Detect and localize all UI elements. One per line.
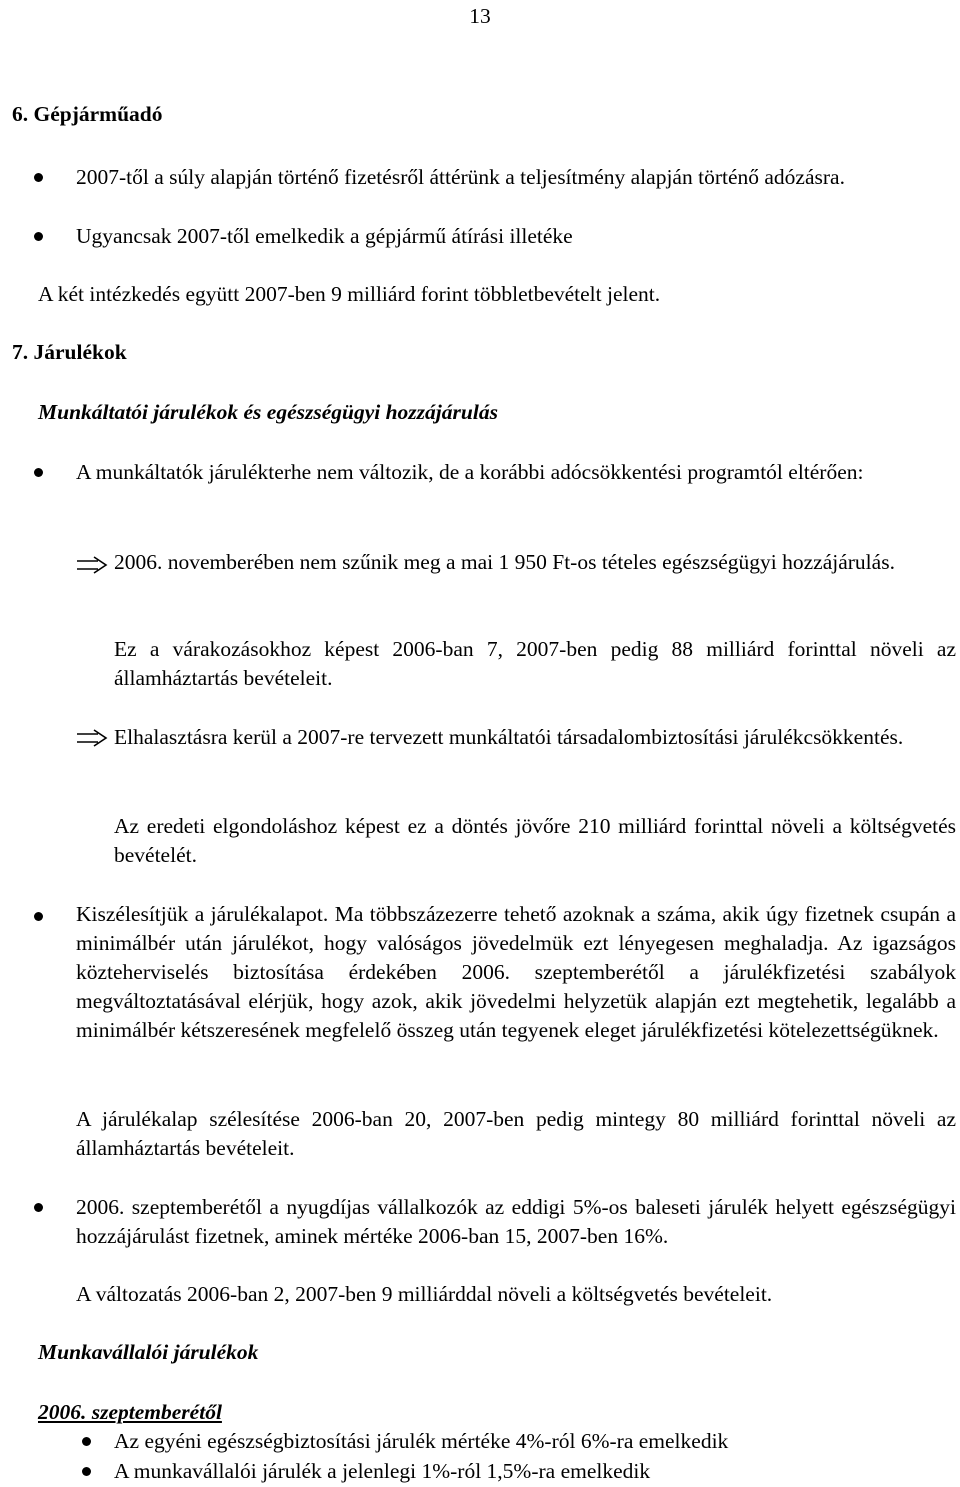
section-7-arrow-1: 2006. novemberében nem szűnik meg a mai 1 950 Ft-os tételes egészségügyi hozzájárulás. [114, 550, 895, 574]
bullet-dot [34, 468, 43, 477]
section-6-bullet-2: Ugyancsak 2007-től emelkedik a gépjármű átírási illetéke [76, 224, 573, 248]
page-number: 13 [469, 4, 491, 28]
bullet-dot [34, 1203, 43, 1212]
section-7-bullet-1: A munkáltatók járulékterhe nem változik, de a korábbi adócsökkentési programtól eltérően: [76, 460, 864, 484]
bullet-dot [34, 232, 43, 241]
section-7-bullet-2: Kiszélesítjük a járulékalapot. Ma többszázezerre tehető azoknak a száma, akik úgy fizetnek csupán a minimálbér után járulékot, hogy valóságos jövedelmük ezt lényegesen meghaladja. Az igazságos közteherviselés biztosítása érdekében 2006. szeptemberétől a járulékfizetési szabályok megváltoztatásával elérjük, hogy azok, akik jövedelmi helyzetük alapján ezt megtehetik, legalább a minimálbér kétszeresének megfelelő összeg után tegyenek eleget járulékfizetési kötelezettségüknek. [76, 902, 956, 1042]
employee-contributions-heading: Munkavállalói járulékok [38, 1340, 259, 1364]
bullet-dot [34, 173, 43, 182]
implies-arrow-icon [76, 729, 108, 747]
employee-bullet-1: Az egyéni egészségbiztosítási járulék mértéke 4%-ról 6%-ra emelkedik [114, 1429, 729, 1453]
implies-arrow-icon [76, 556, 108, 574]
section-7-bullet-2-note: A járulékalap szélesítése 2006-ban 20, 2007-ben pedig mintegy 80 milliárd forinttal növeli az államháztartás bevételeit. [76, 1107, 956, 1160]
section-6-summary: A két intézkedés együtt 2007-ben 9 milliárd forint többletbevételt jelent. [38, 282, 661, 306]
section-6-heading: 6. Gépjárműadó [12, 102, 163, 126]
section-7-arrow-2-note: Az eredeti elgondoláshoz képest ez a döntés jövőre 210 milliárd forinttal növeli a költségvetés bevételét. [114, 814, 956, 867]
section-6-bullet-1: 2007-től a súly alapján történő fizetésről áttérünk a teljesítmény alapján történő adózásra. [76, 165, 845, 189]
section-7-arrow-2: Elhalasztásra kerül a 2007-re tervezett munkáltatói társadalombiztosítási járulékcsökkentés. [114, 725, 904, 749]
section-7-subheading: Munkáltatói járulékok és egészségügyi hozzájárulás [38, 400, 498, 424]
bullet-dot [82, 1437, 91, 1446]
section-7-bullet-3-note: A változatás 2006-ban 2, 2007-ben 9 milliárddal növeli a költségvetés bevételeit. [76, 1282, 773, 1306]
bullet-dot [34, 912, 43, 921]
section-7-bullet-3: 2006. szeptemberétől a nyugdíjas vállalkozók az eddigi 5%-os baleseti járulék helyett egészségügyi hozzájárulást fizetnek, aminek mértéke 2006-ban 15, 2007-ben 16%. [76, 1195, 956, 1248]
section-7-arrow-1-note: Ez a várakozásokhoz képest 2006-ban 7, 2007-ben pedig 88 milliárd forinttal növeli az államháztartás bevételeit. [114, 637, 956, 690]
employee-bullet-2: A munkavállalói járulék a jelenlegi 1%-ról 1,5%-ra emelkedik [114, 1459, 651, 1483]
bullet-dot [82, 1467, 91, 1476]
section-7-heading: 7. Járulékok [12, 340, 127, 364]
date-heading: 2006. szeptemberétől [38, 1400, 222, 1424]
